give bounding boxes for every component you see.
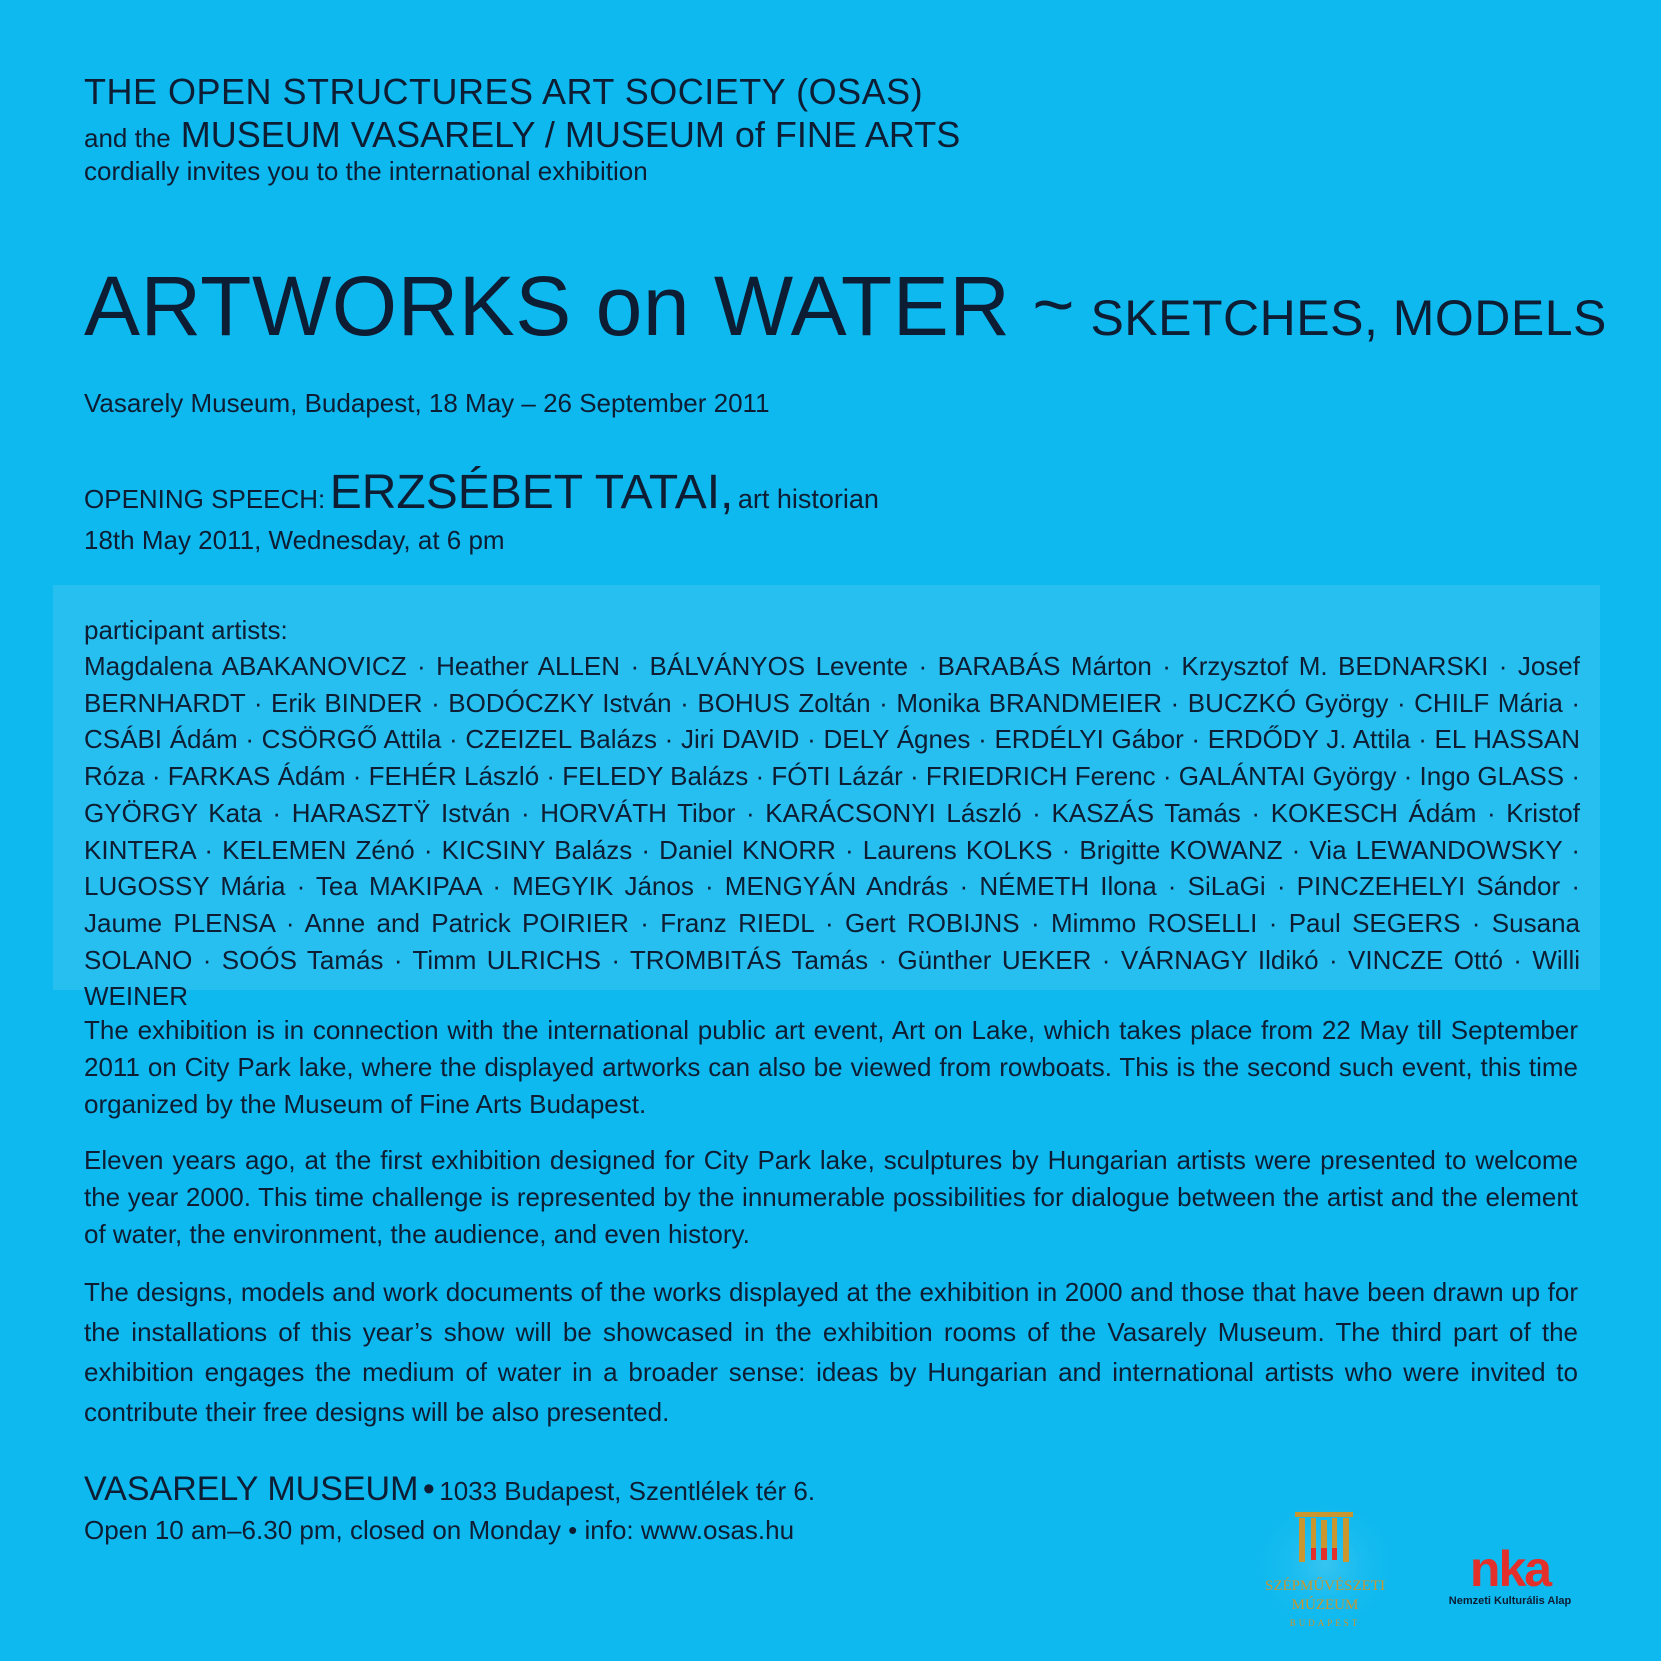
title-main: ARTWORKS on WATER	[84, 258, 1011, 353]
title-subtitle: SKETCHES, MODELS	[1090, 289, 1607, 346]
szepmuveszeti-muzeum-logo	[1255, 1506, 1395, 1636]
opening-date: 18th May 2011, Wednesday, at 6 pm	[84, 524, 505, 555]
description	[84, 1012, 1578, 1432]
venue-dates: Vasarely Museum, Budapest, 18 May – 26 September 2011	[84, 387, 770, 418]
description-paragraph-1: The exhibition is in connection with the international public art event, Art on Lake, which takes place from 22 May till September 2011 on City Park lake, where the displayed artworks can also be viewed from rowboats. This is the second such event, this time organized by the Museum of Fine Arts Budapest.	[84, 1015, 1578, 1119]
smk-line1: SZÉPMŰVÉSZETI	[1265, 1578, 1385, 1594]
invite-line: cordially invites you to the international exhibition	[84, 156, 648, 187]
nka-mark: nka	[1469, 1541, 1551, 1597]
opening-label: OPENING SPEECH:	[84, 483, 326, 514]
opening-speech	[84, 465, 1580, 519]
co-organizer-prefix: and the	[84, 123, 171, 154]
title-tilde: ~	[1032, 264, 1075, 345]
footer-address-line	[84, 1470, 815, 1509]
bullet-separator: •	[422, 1470, 435, 1508]
organizer-line: THE OPEN STRUCTURES ART SOCIETY (OSAS)	[84, 71, 924, 112]
co-organizer-name: MUSEUM VASARELY / MUSEUM of FINE ARTS	[180, 114, 961, 156]
footer-contact	[84, 1470, 815, 1546]
description-paragraph-3: The designs, models and work documents of the works displayed at the exhibition in 2000 and those that have been drawn up for the installations of this year’s show will be showcased in the exhibition rooms of the Vasarely Museum. The third part of the exhibition engages the medium of water in a broader sense: ideas by Hungarian and international artists who were invited to contribute their free designs will be also presented.	[84, 1277, 1578, 1427]
description-paragraph-2: Eleven years ago, at the first exhibition designed for City Park lake, sculptures by Hungarian artists were presented to welcome the year 2000. This time challenge is represented by the innumerable possibilities for dialogue between the artist and the element of water, the environment, the audience, and even history.	[84, 1145, 1578, 1249]
exhibition-title	[84, 258, 1607, 353]
museum-name: VASARELY MUSEUM	[84, 1470, 419, 1508]
artists-section	[84, 612, 1580, 1015]
artists-label: participant artists:	[84, 615, 288, 645]
nka-caption: Nemzeti Kulturális Alap	[1448, 1595, 1572, 1607]
hours-info: Open 10 am–6.30 pm, closed on Monday • info: www.osas.hu	[84, 1515, 795, 1545]
speaker-name: ERZSÉBET TATAI,	[329, 465, 734, 519]
artists-list: Magdalena ABAKANOVICZ · Heather ALLEN · BÁLVÁNYOS Levente · BARABÁS Márton · Krzysztof M. BEDNARSKI · Josef BERNHARDT · Erik BINDER · BODÓCZKY István · BOHUS Zoltán · Monika BRANDMEIER · BUCZKÓ György · CHILF Mária · CSÁBI Ádám · CSÖRGŐ Attila · CZEIZEL Balázs · Jiri DAVID · DELY Ágnes · ERDÉLYI Gábor · ERDŐDY J. Attila · EL HASSAN Róza · FARKAS Ádám · FEHÉR László · FELEDY Balázs · FÓTI Lázár · FRIEDRICH Ferenc · GALÁNTAI György · Ingo GLASS · GYÖRGY Kata · HARASZTŸ István · HORVÁTH Tibor · KARÁCSONYI László · KASZÁS Tamás · KOKESCH Ádám · Kristof KINTERA · KELEMEN Zénó · KICSINY Balázs · Daniel KNORR · Laurens KOLKS · Brigitte KOWANZ · Via LEWANDOWSKY · LUGOSSY Mária · Tea MAKIPAA · MEGYIK János · MENGYÁN András · NÉMETH Ilona · SiLaGi · PINCZEHELYI Sándor · Jaume PLENSA · Anne and Patrick POIRIER · Franz RIEDL · Gert ROBIJNS · Mimmo ROSELLI · Paul SEGERS · Susana SOLANO · SOÓS Tamás · Timm ULRICHS · TROMBITÁS Tamás · Günther UEKER · VÁRNAGY Ildikó · VINCZE Ottó · Willi WEINER	[84, 651, 1580, 1012]
speaker-role: art historian	[737, 483, 879, 514]
invitation-page	[84, 70, 1607, 556]
nka-logo	[1437, 1540, 1583, 1610]
co-organizer-line	[84, 113, 1580, 156]
museum-address: 1033 Budapest, Szentlélek tér 6.	[439, 1476, 816, 1506]
smk-line2: MÚZEUM	[1291, 1597, 1359, 1613]
smk-line3: BUDAPEST	[1289, 1618, 1361, 1628]
